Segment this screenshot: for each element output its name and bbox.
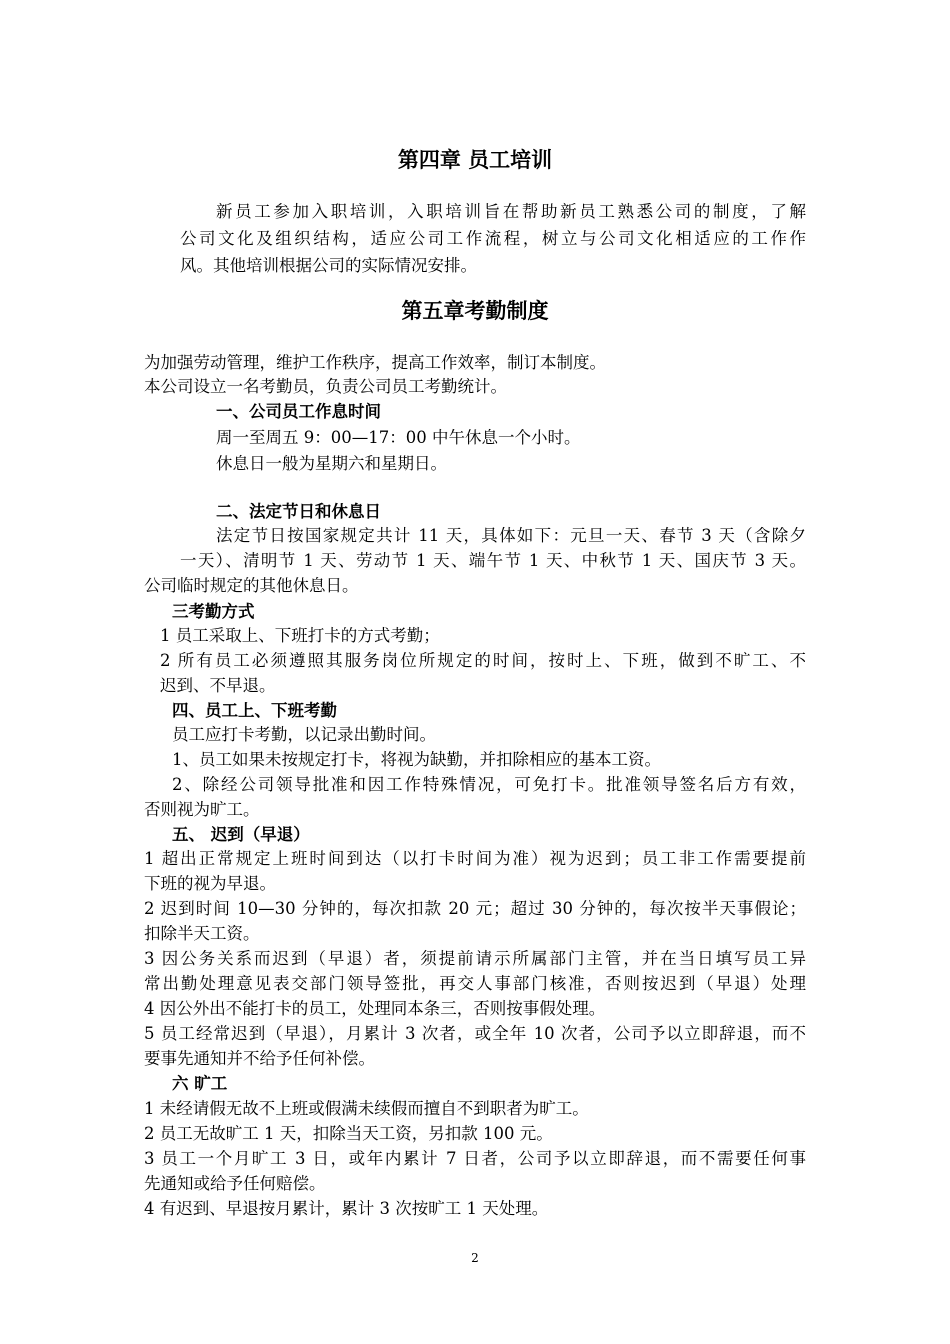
section5-line: 扣除半天工资。 — [144, 924, 260, 943]
section6-line: 4 有迟到、早退按月累计，累计 3 次按旷工 1 天处理。 — [144, 1199, 549, 1218]
section5-line: 要事先通知并不给予任何补偿。 — [144, 1049, 375, 1068]
chapter4-paragraph-line: 风。其他培训根据公司的实际情况安排。 — [180, 256, 477, 275]
chapter5-title: 第五章考勤制度 — [401, 298, 549, 323]
section6-line: 3 员工一个月旷工 3 日，或年内累计 7 日者，公司予以立即辞退，而不需要任何事 — [144, 1149, 806, 1168]
section3-line: 1 员工采取上、下班打卡的方式考勤； — [160, 626, 440, 645]
chapter4-paragraph-line: 新员工参加入职培训，入职培训旨在帮助新员工熟悉公司的制度，了解 — [216, 202, 806, 221]
section2-line: 一天）、清明节 1 天、劳动节 1 天、端午节 1 天、中秋节 1 天、国庆节 3 天。 — [180, 551, 806, 570]
page-number: 2 — [471, 1251, 479, 1265]
chapter4-paragraph-line: 公司文化及组织结构，适应公司工作流程，树立与公司文化相适应的工作作 — [180, 229, 806, 248]
section1-heading: 一、公司员工作息时间 — [216, 402, 381, 421]
section3-line: 迟到、不早退。 — [160, 676, 276, 695]
section5-line: 2 迟到时间 10—30 分钟的，每次扣款 20 元；超过 30 分钟的，每次按半天事假论； — [144, 899, 806, 918]
section5-line: 1 超出正常规定上班时间到达（以打卡时间为准）视为迟到；员工非工作需要提前 — [144, 849, 806, 868]
section4-line: 员工应打卡考勤，以记录出勤时间。 — [172, 725, 436, 744]
section1-line: 休息日一般为星期六和星期日。 — [216, 454, 447, 473]
section2-line: 公司临时规定的其他休息日。 — [144, 576, 359, 595]
section5-line: 常出勤处理意见表交部门领导签批，再交人事部门核准，否则按迟到（早退）处理 — [144, 974, 806, 993]
section6-line: 1 未经请假无故不上班或假满未续假而擅自不到职者为旷工。 — [144, 1099, 589, 1118]
section5-line: 4 因公外出不能打卡的员工，处理同本条三，否则按事假处理。 — [144, 999, 606, 1018]
section4-line: 否则视为旷工。 — [144, 800, 260, 819]
section3-line: 2 所有员工必须遵照其服务岗位所规定的时间，按时上、下班，做到不旷工、不 — [160, 651, 806, 670]
intro-line: 本公司设立一名考勤员，负责公司员工考勤统计。 — [144, 377, 507, 396]
section4-line: 2、除经公司领导批准和因工作特殊情况，可免打卡。批准领导签名后方有效， — [172, 775, 806, 794]
section2-line: 法定节日按国家规定共计 11 天，具体如下：元旦一天、春节 3 天（含除夕 — [216, 526, 806, 545]
section4-line: 1、员工如果未按规定打卡，将视为缺勤，并扣除相应的基本工资。 — [172, 750, 661, 769]
section6-line: 先通知或给予任何赔偿。 — [144, 1174, 326, 1193]
section3-heading: 三考勤方式 — [172, 602, 255, 621]
section5-line: 下班的视为早退。 — [144, 874, 276, 893]
section5-line: 5 员工经常迟到（早退），月累计 3 次者，或全年 10 次者，公司予以立即辞退，而不 — [144, 1024, 806, 1043]
section5-heading: 五、 迟到（早退） — [172, 825, 310, 844]
section4-heading: 四、员工上、下班考勤 — [172, 701, 337, 720]
section2-heading: 二、法定节日和休息日 — [216, 502, 381, 521]
chapter4-title: 第四章 员工培训 — [397, 147, 553, 172]
intro-line: 为加强劳动管理，维护工作秩序，提高工作效率，制订本制度。 — [144, 353, 606, 372]
section6-heading: 六 旷工 — [172, 1074, 228, 1093]
section1-line: 周一至周五 9：00—17：00 中午休息一个小时。 — [216, 428, 581, 447]
section5-line: 3 因公务关系而迟到（早退）者，须提前请示所属部门主管，并在当日填写员工异 — [144, 949, 806, 968]
section6-line: 2 员工无故旷工 1 天，扣除当天工资，另扣款 100 元。 — [144, 1124, 553, 1143]
